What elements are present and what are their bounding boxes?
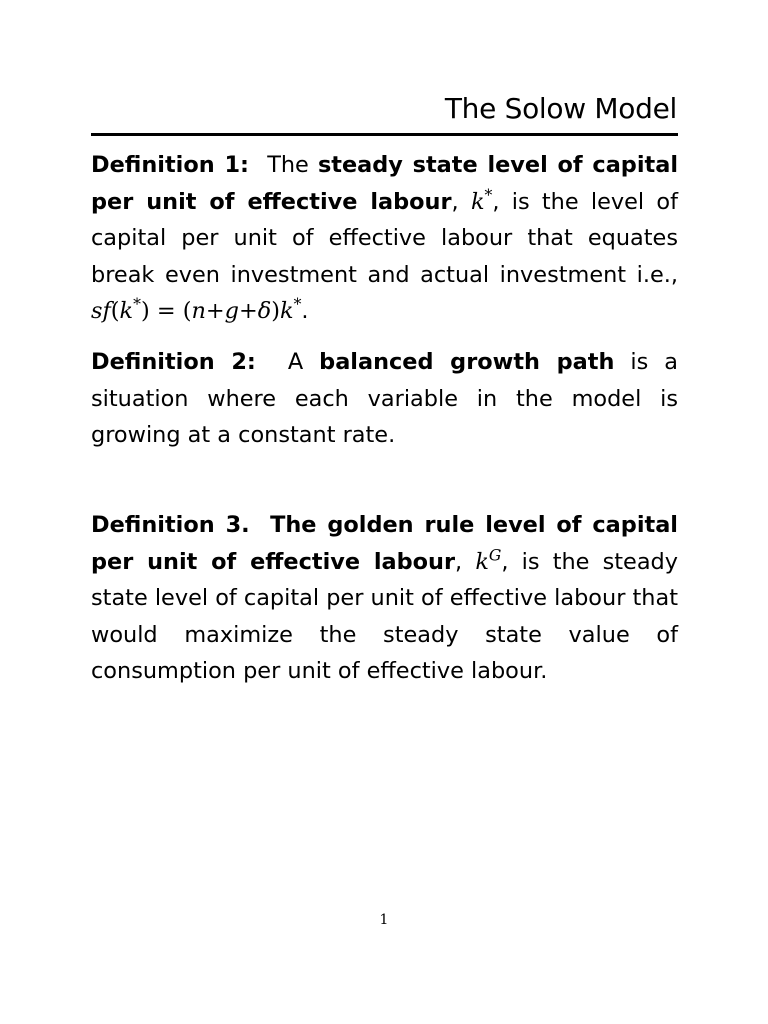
- definition-2: [91, 344, 678, 454]
- definition-term: steady state level of capital per unit of effective labour: [91, 152, 678, 215]
- steady-state-equation: sf(k*) = (n+g+δ)k*: [91, 294, 302, 324]
- definition-opener: The: [267, 152, 309, 178]
- definition-label: Definition 1:: [91, 152, 249, 178]
- definition-body: is a situation where each variable in the model is growing at a constant rate.: [91, 349, 678, 448]
- page-title: The Solow Model: [444, 92, 677, 125]
- definition-label: Definition 2:: [91, 349, 256, 375]
- term-comma: ,: [455, 548, 463, 575]
- title-rule: [91, 133, 678, 136]
- definition-term: The golden rule level of capital per unit of effective labour: [91, 512, 678, 575]
- definition-term: balanced growth path: [319, 349, 615, 375]
- symbol-k-star: k*: [470, 185, 493, 215]
- definition-label: Definition 3.: [91, 512, 250, 538]
- definition-1: [91, 147, 678, 330]
- definition-body: , is the steady state level of capital per unit of effective labour that would maximize the steady state value of consumption per unit of effective labour.: [91, 548, 679, 684]
- definition-opener: A: [287, 349, 304, 375]
- definition-body: , is the level of capital per unit of effective labour that equates break even investment and actual investment i.e.,: [91, 188, 679, 288]
- symbol-k-golden: $k^G$: [475, 545, 502, 575]
- term-comma: ,: [451, 188, 459, 215]
- definition-end: .: [301, 298, 309, 324]
- definition-3: [91, 507, 678, 690]
- page-number: 1: [379, 912, 389, 928]
